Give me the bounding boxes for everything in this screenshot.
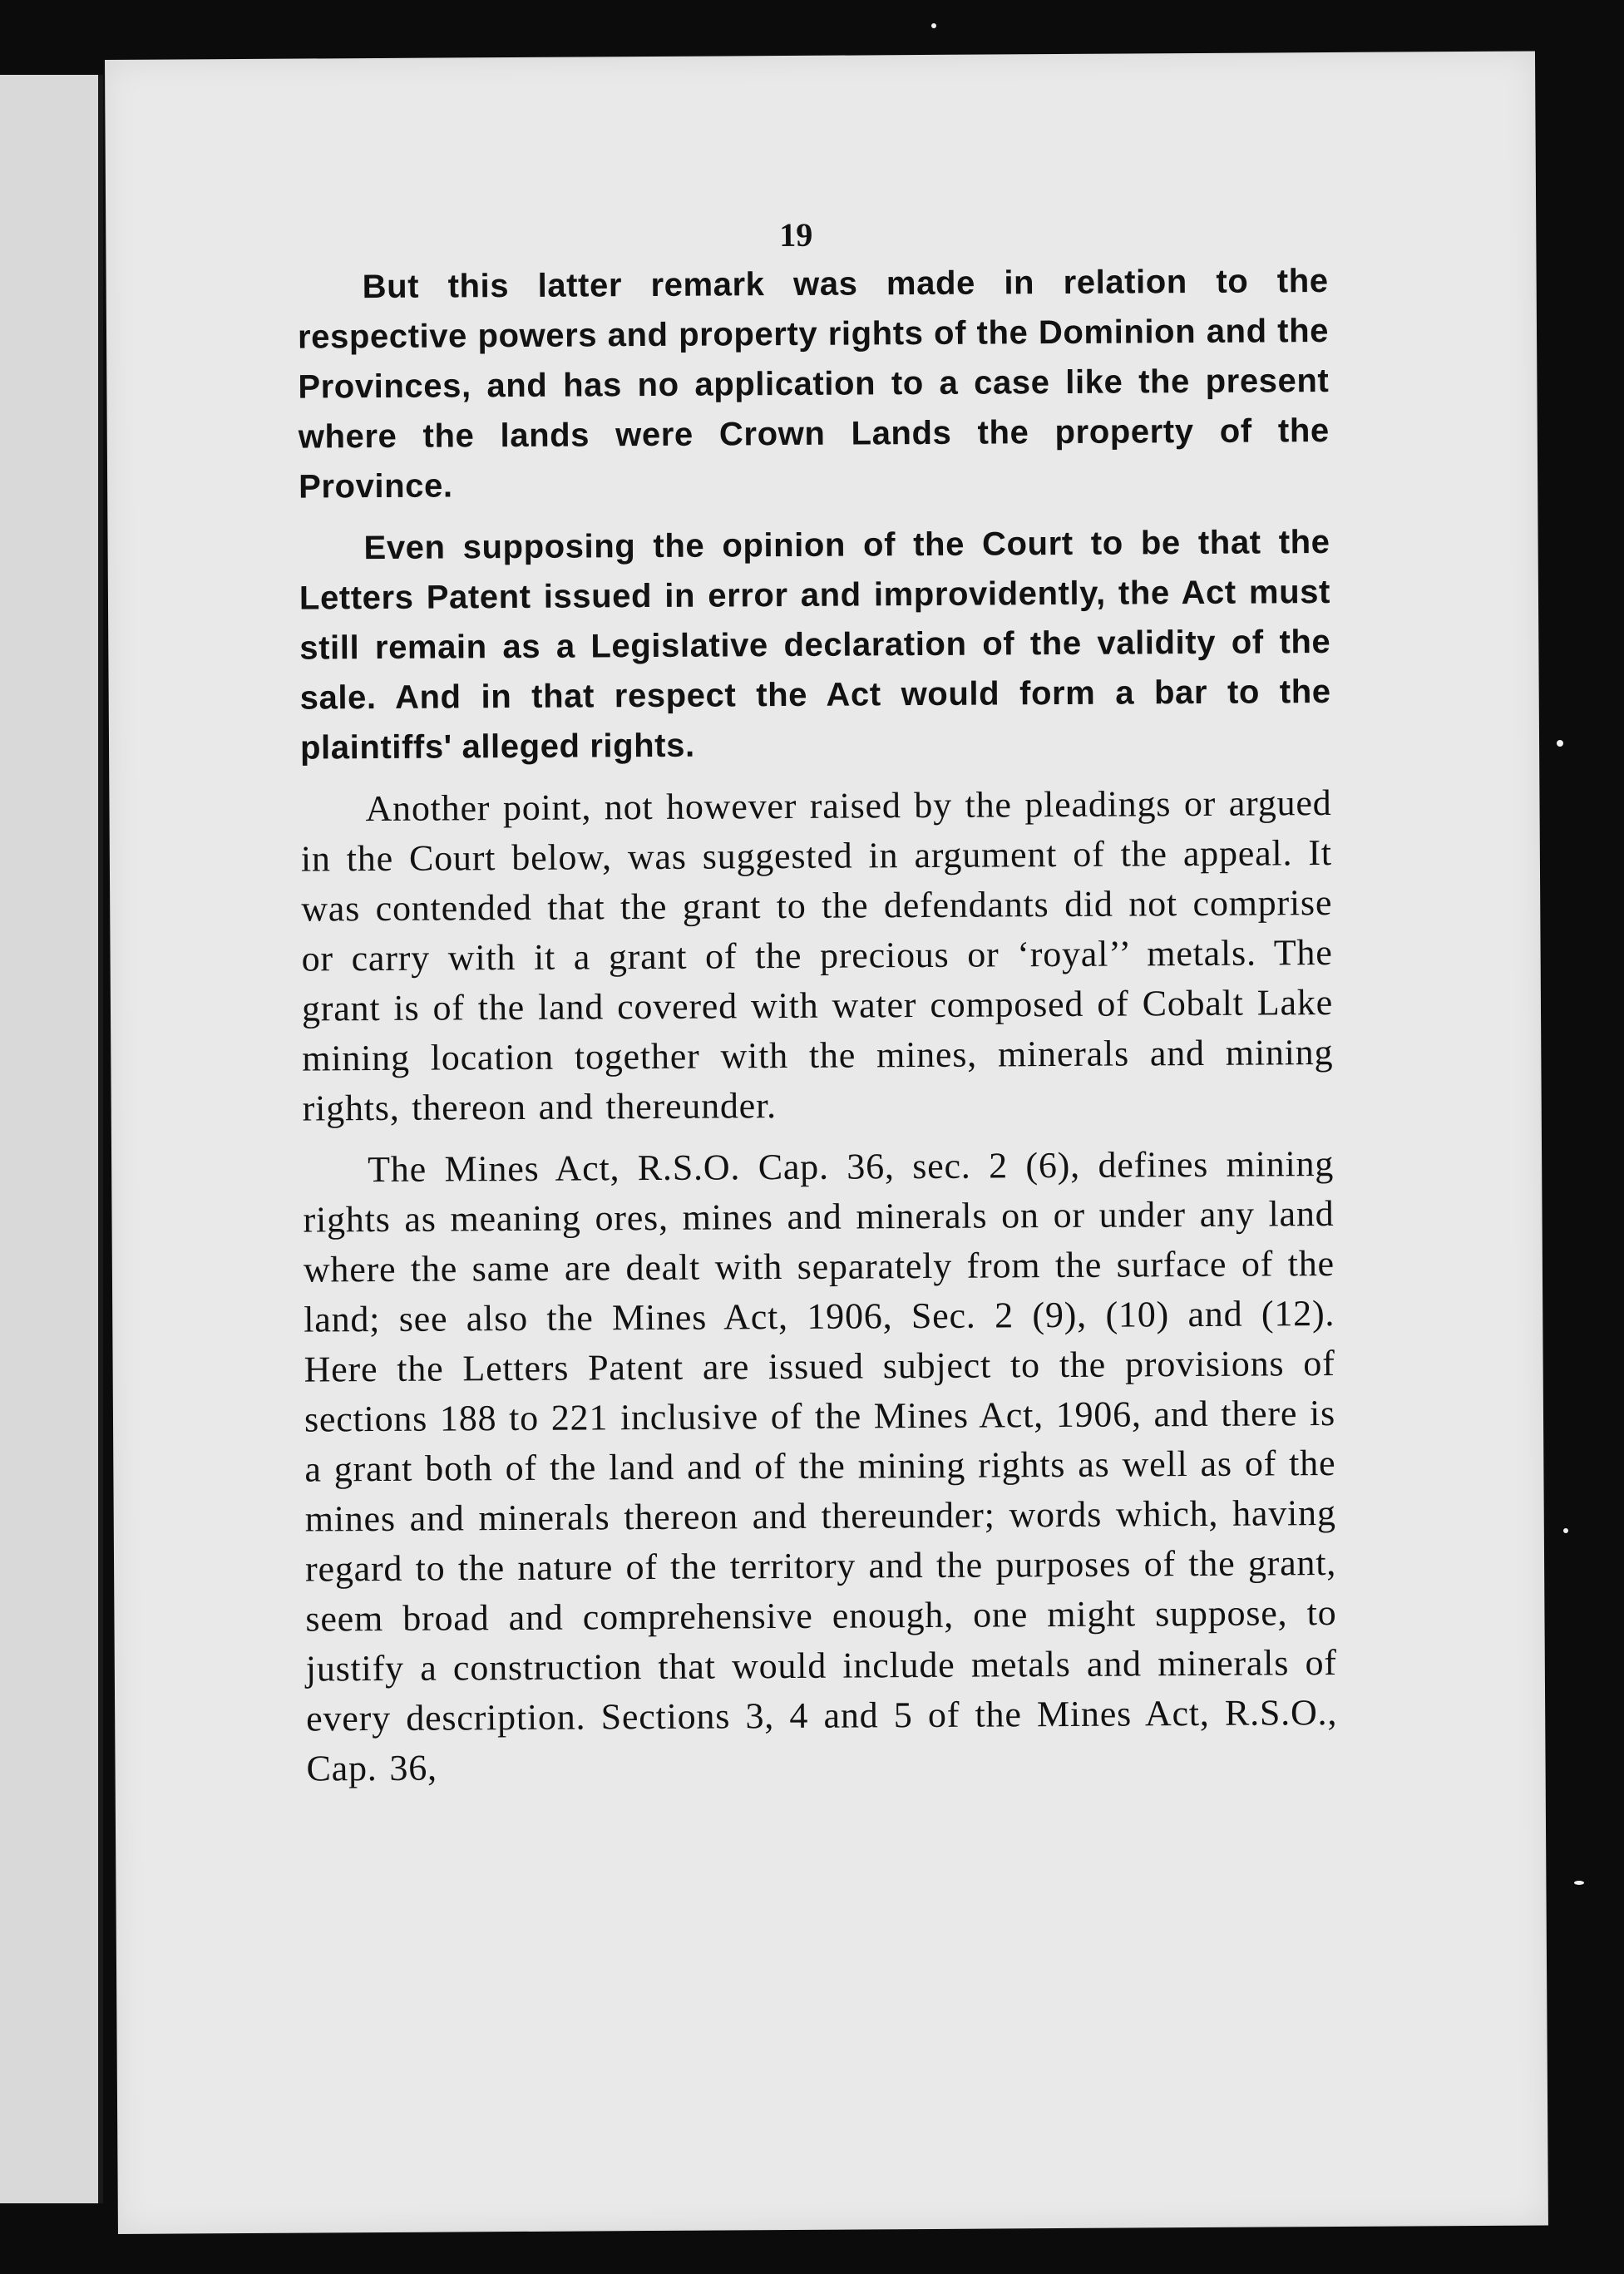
dust-speck	[931, 23, 936, 28]
paragraph-4: The Mines Act, R.S.O. Cap. 36, sec. 2 (6), defines mining rights as meaning ores, mines and minerals on or under any land where the same are dealt with separately from the surface of the land; see also the Mines Act, 1906, Sec. 2 (9), (10) and (12). Here the Letters Patent are issued subject to the provisions of sections 188 to 221 inclusive of the Mines Act, 1906, and there is a grant both of the land and of the mining rights as well as of the mines and minerals thereon and thereunder; words which, having regard to the nature of the territory and the purposes of the grant, seem broad and comprehensive enough, one might suppose, to justify a construction that would include metals and minerals of every description. Sections 3, 4 and 5 of the Mines Act, R.S.O., Cap. 36,	[303, 1142, 1338, 1789]
paragraph-bold-1: But this latter remark was made in relation to the respective powers and property rights of the Dominion and the Provinces, and has no application to a case like the present where the lands were Crown Lands the property of the Province.	[297, 263, 1330, 506]
left-page-edge	[0, 75, 103, 2203]
paragraph-3: Another point, not however raised by the pleadings or argued in the Court below, was suggested in argument of the appeal. It was contended that the grant to the defendants did not comprise or carry with it a grant of the precious or ‘royal’’ metals. The grant is of the land covered with water composed of Cobalt Lake mining location together with the mines, minerals and mining rights, thereon and thereunder.	[300, 782, 1334, 1129]
dust-speck	[1563, 1528, 1568, 1533]
page-number: 19	[779, 215, 813, 254]
page-body	[297, 256, 1337, 1806]
paragraph-bold-2: Even supposing the opinion of the Court to be that the Letters Patent issued in error and improvidently, the Act must still remain as a Legislative declaration of the validity of the sale. And in that respect the Act would form a bar to the plaintiffs' alleged rights.	[299, 524, 1331, 767]
book-page	[105, 51, 1548, 2233]
dust-speck	[1557, 740, 1563, 747]
dust-speck	[1574, 1881, 1584, 1885]
